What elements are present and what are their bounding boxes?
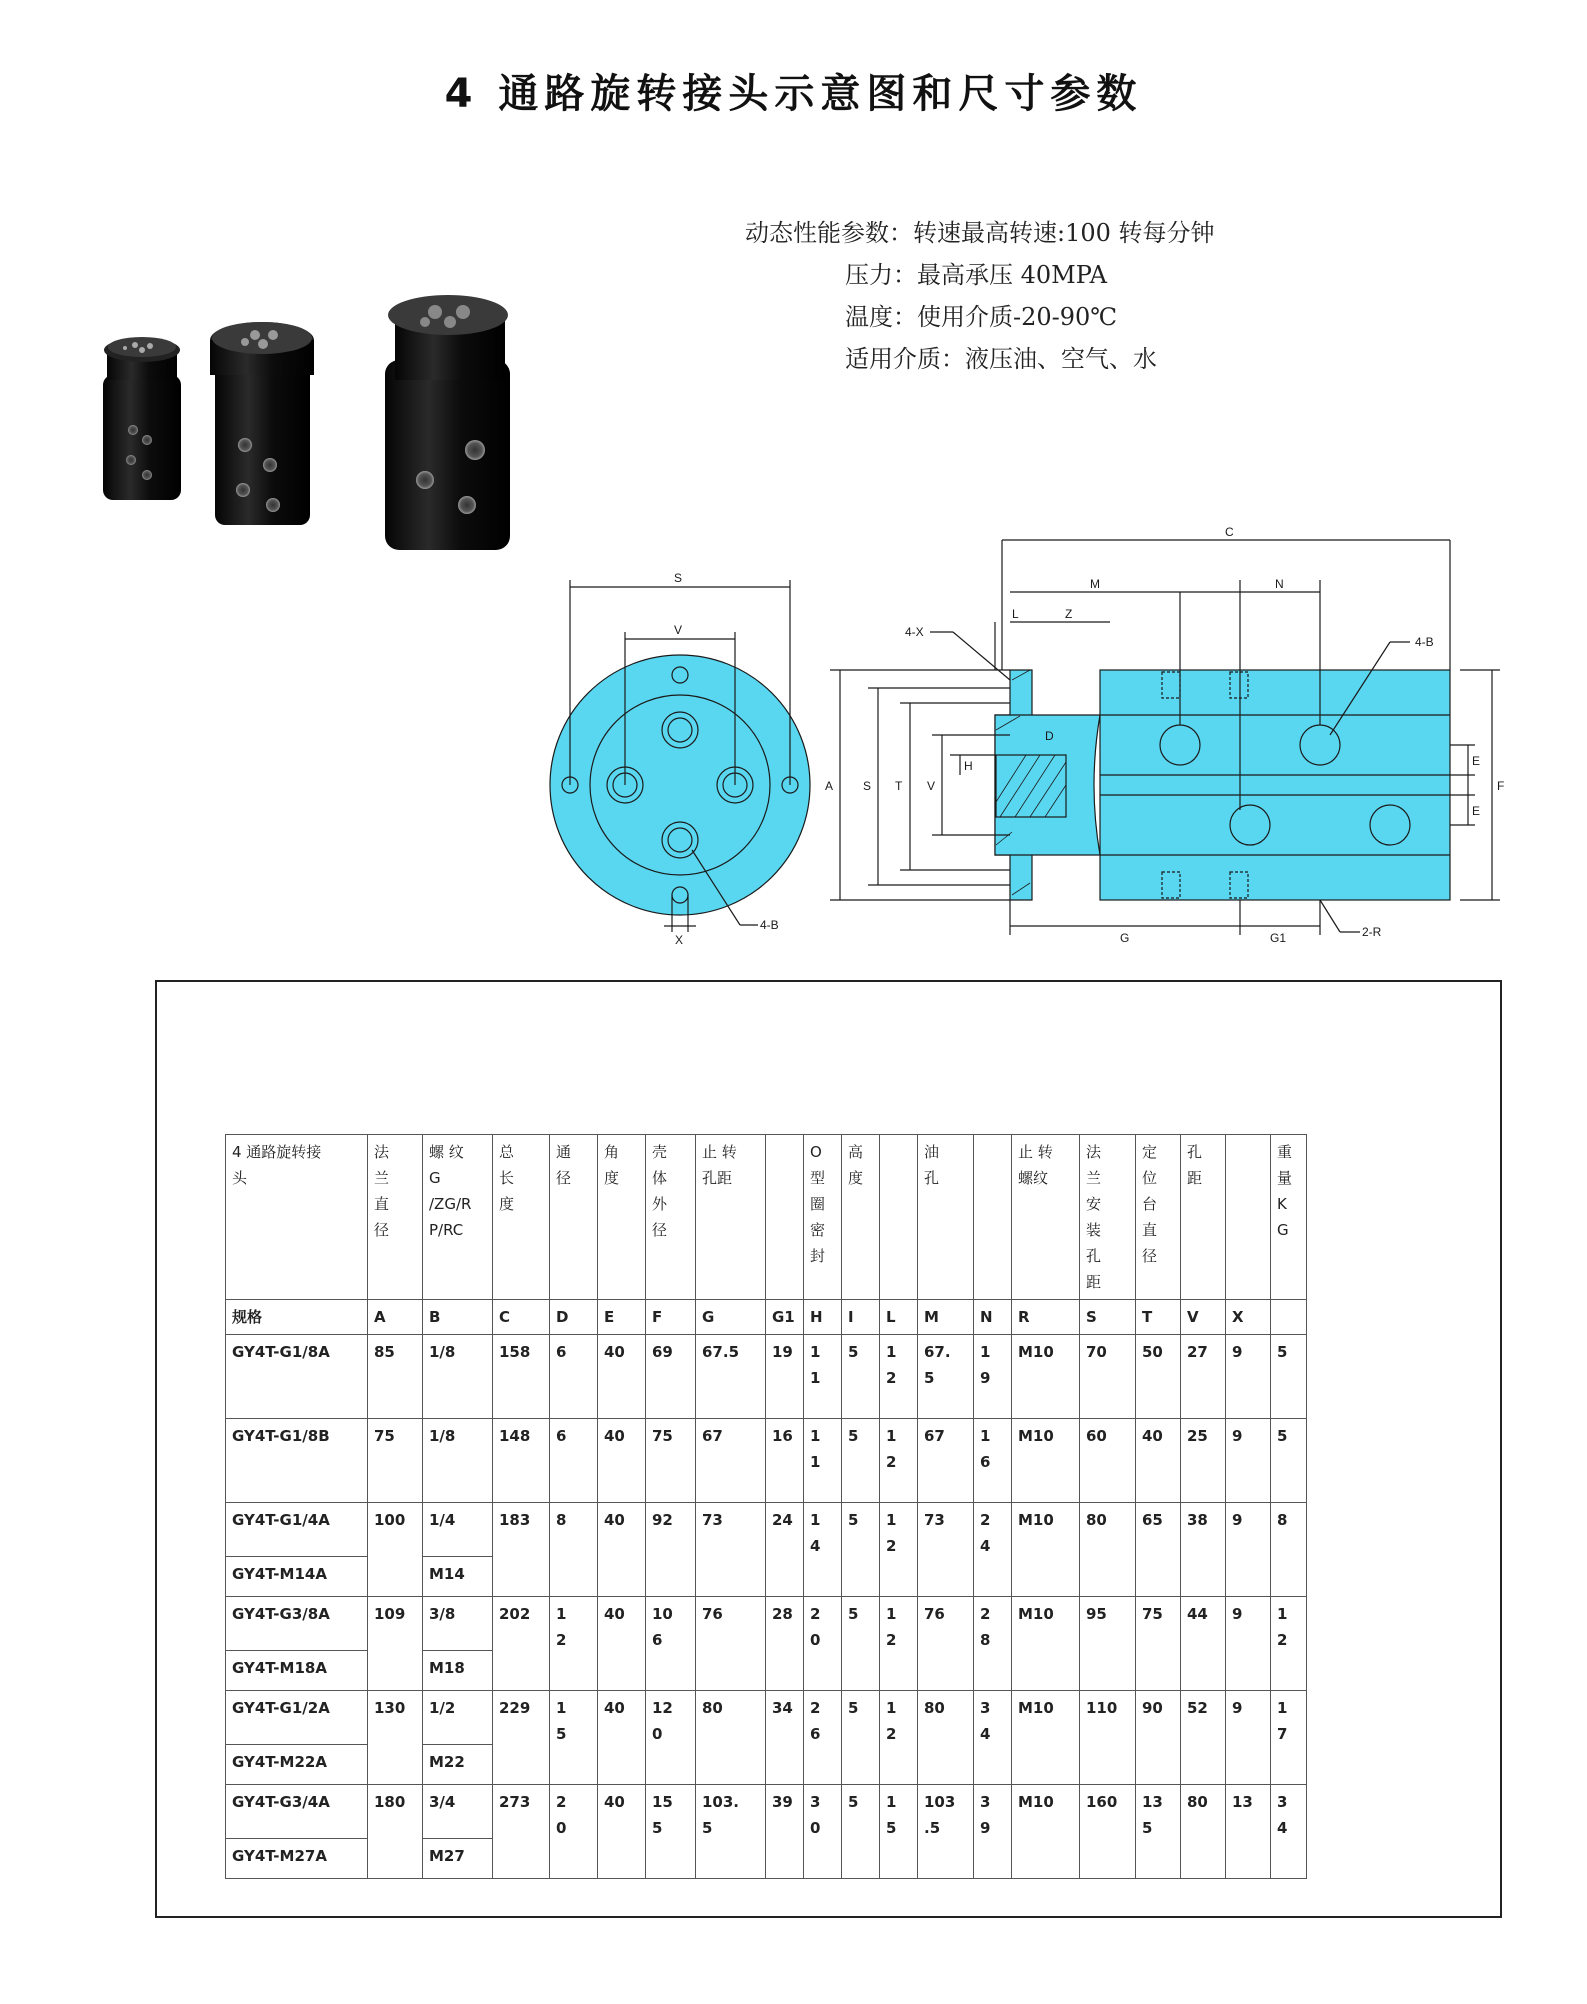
table-cell: 9: [1226, 1419, 1271, 1503]
table-cell: 40: [598, 1335, 646, 1419]
table-cell: 12 0: [646, 1691, 696, 1785]
table-cell: 76: [918, 1597, 974, 1691]
th-desc: 孔 距: [1181, 1135, 1226, 1300]
table-cell: 229: [493, 1691, 550, 1785]
table-cell: 2 6: [804, 1691, 842, 1785]
table-cell: 60: [1080, 1419, 1136, 1503]
spec-line-pressure: 压力：最高承压 40MPA: [845, 261, 1108, 289]
table-cell: 1 2: [880, 1597, 918, 1691]
table-cell: 103 .5: [918, 1785, 974, 1879]
table-cell: 13: [1226, 1785, 1271, 1879]
table-cell: 67.5: [696, 1335, 766, 1419]
table-cell: 69: [646, 1335, 696, 1419]
table-cell: 8: [550, 1503, 598, 1597]
table-cell: 80: [1080, 1503, 1136, 1597]
table-cell: 1 9: [974, 1335, 1012, 1419]
table-cell: GY4T-G1/2A: [226, 1691, 368, 1745]
table-cell: 2 8: [974, 1597, 1012, 1691]
table-cell: 73: [696, 1503, 766, 1597]
large-joint-image: [385, 295, 510, 550]
table-cell: M10: [1012, 1335, 1080, 1419]
label-4x: 4-X: [905, 625, 924, 639]
table-cell: 38: [1181, 1503, 1226, 1597]
th-code: G1: [766, 1300, 804, 1335]
table-cell: 5: [1271, 1419, 1307, 1503]
table-cell: 40: [598, 1597, 646, 1691]
table-cell: 9: [1226, 1335, 1271, 1419]
label-l: L: [1012, 607, 1019, 621]
th-code: T: [1136, 1300, 1181, 1335]
table-cell: GY4T-M27A: [226, 1839, 368, 1879]
table-cell: 52: [1181, 1691, 1226, 1785]
medium-joint-image: [210, 322, 314, 525]
table-cell: 10 6: [646, 1597, 696, 1691]
table-cell: 1 2: [880, 1419, 918, 1503]
table-cell: 40: [598, 1419, 646, 1503]
table-cell: 160: [1080, 1785, 1136, 1879]
table-cell: 65: [1136, 1503, 1181, 1597]
table-cell: 103. 5: [696, 1785, 766, 1879]
th-desc: 油 孔: [918, 1135, 974, 1300]
label-n: N: [1275, 577, 1284, 591]
table-cell: 1 7: [1271, 1691, 1307, 1785]
table-cell: 3 0: [804, 1785, 842, 1879]
table-cell: 1/2: [423, 1691, 493, 1745]
label-g: G: [1120, 931, 1130, 945]
table-cell: 1 5: [550, 1691, 598, 1785]
th-code: S: [1080, 1300, 1136, 1335]
label-v-side: V: [927, 779, 936, 793]
th-code: [1271, 1300, 1307, 1335]
label-e-1: E: [1472, 754, 1481, 768]
th-code: I: [842, 1300, 880, 1335]
table-cell: M10: [1012, 1419, 1080, 1503]
th-code: A: [368, 1300, 423, 1335]
th-desc: 高 度: [842, 1135, 880, 1300]
table-cell: 1 5: [880, 1785, 918, 1879]
spec-table: [225, 1134, 1307, 1879]
th-desc: 止 转 孔距: [696, 1135, 766, 1300]
table-cell: 95: [1080, 1597, 1136, 1691]
th-code: F: [646, 1300, 696, 1335]
spec-line-speed: 动态性能参数：转速最高转速:100 转每分钟: [745, 219, 1215, 247]
th-code: M: [918, 1300, 974, 1335]
table-cell: 39: [766, 1785, 804, 1879]
th-code: N: [974, 1300, 1012, 1335]
table-cell: 9: [1226, 1503, 1271, 1597]
table-cell: 8: [1271, 1503, 1307, 1597]
label-front-s: S: [674, 571, 683, 585]
table-cell: 2 0: [550, 1785, 598, 1879]
table-cell: 1 1: [804, 1419, 842, 1503]
th-desc: [766, 1135, 804, 1300]
label-front-v: V: [674, 623, 683, 637]
table-cell: M10: [1012, 1785, 1080, 1879]
table-cell: 1/8: [423, 1419, 493, 1503]
table-cell: 1 2: [880, 1335, 918, 1419]
table-cell: 1 2: [880, 1503, 918, 1597]
label-2r: 2-R: [1362, 925, 1382, 939]
label-4b-side: 4-B: [1415, 635, 1434, 649]
table-cell: 5: [842, 1785, 880, 1879]
table-cell: 9: [1226, 1691, 1271, 1785]
th-code: V: [1181, 1300, 1226, 1335]
table-cell: 3 4: [1271, 1785, 1307, 1879]
table-cell: 15 5: [646, 1785, 696, 1879]
th-code: B: [423, 1300, 493, 1335]
table-cell: 1 1: [804, 1335, 842, 1419]
table-cell: 5: [842, 1335, 880, 1419]
table-cell: 1 2: [1271, 1597, 1307, 1691]
table-cell: 16: [766, 1419, 804, 1503]
table-cell: 9: [1226, 1597, 1271, 1691]
table-cell: 6: [550, 1419, 598, 1503]
table-cell: GY4T-M18A: [226, 1651, 368, 1691]
th-code: X: [1226, 1300, 1271, 1335]
table-cell: 3 4: [974, 1691, 1012, 1785]
th-desc: 法 兰 安 装 孔 距: [1080, 1135, 1136, 1300]
label-z: Z: [1065, 607, 1073, 621]
label-front-x: X: [675, 933, 684, 947]
table-cell: 27: [1181, 1335, 1226, 1419]
table-cell: 75: [646, 1419, 696, 1503]
table-cell: 1 4: [804, 1503, 842, 1597]
side-view: [830, 540, 1500, 935]
th-desc: 壳 体 外 径: [646, 1135, 696, 1300]
th-code: C: [493, 1300, 550, 1335]
label-d: D: [1045, 729, 1054, 743]
th-code: L: [880, 1300, 918, 1335]
label-a: A: [825, 779, 834, 793]
table-cell: 110: [1080, 1691, 1136, 1785]
table-cell: 34: [766, 1691, 804, 1785]
table-cell: 50: [1136, 1335, 1181, 1419]
table-cell: 148: [493, 1419, 550, 1503]
table-cell: GY4T-G1/4A: [226, 1503, 368, 1557]
table-cell: 5: [1271, 1335, 1307, 1419]
th-desc: 通 径: [550, 1135, 598, 1300]
th-code: E: [598, 1300, 646, 1335]
th-code: 规格: [226, 1300, 368, 1335]
th-desc: 4 通路旋转接 头: [226, 1135, 368, 1300]
table-cell: 75: [1136, 1597, 1181, 1691]
table-cell: 24: [766, 1503, 804, 1597]
table-cell: 1 2: [880, 1691, 918, 1785]
table-row: [226, 1597, 1307, 1651]
table-cell: 2 4: [974, 1503, 1012, 1597]
table-cell: GY4T-G3/8A: [226, 1597, 368, 1651]
table-header-desc: [226, 1135, 1307, 1300]
table-cell: 183: [493, 1503, 550, 1597]
label-front-4b: 4-B: [760, 918, 779, 932]
table-cell: 40: [598, 1785, 646, 1879]
th-desc: O 型 圈 密 封: [804, 1135, 842, 1300]
table-cell: M27: [423, 1839, 493, 1879]
table-cell: M10: [1012, 1691, 1080, 1785]
table-cell: 19: [766, 1335, 804, 1419]
table-row: [226, 1335, 1307, 1419]
table-cell: 5: [842, 1597, 880, 1691]
small-joint-image: [103, 337, 181, 500]
table-cell: 28: [766, 1597, 804, 1691]
th-desc: [880, 1135, 918, 1300]
table-cell: 5: [842, 1691, 880, 1785]
th-desc: 重 量 K G: [1271, 1135, 1307, 1300]
table-cell: GY4T-G1/8A: [226, 1335, 368, 1419]
table-cell: 67: [696, 1419, 766, 1503]
table-cell: 1/8: [423, 1335, 493, 1419]
th-desc: 定 位 台 直 径: [1136, 1135, 1181, 1300]
table-cell: 6: [550, 1335, 598, 1419]
label-c: C: [1225, 525, 1234, 539]
table-cell: 5: [842, 1419, 880, 1503]
th-code: G: [696, 1300, 766, 1335]
table-row: [226, 1691, 1307, 1745]
product-photo: [95, 290, 565, 560]
table-cell: 75: [368, 1419, 423, 1503]
table-cell: 67. 5: [918, 1335, 974, 1419]
th-desc: 法 兰 直 径: [368, 1135, 423, 1300]
table-cell: M14: [423, 1557, 493, 1597]
table-cell: 73: [918, 1503, 974, 1597]
table-cell: 3 9: [974, 1785, 1012, 1879]
table-cell: M18: [423, 1651, 493, 1691]
spec-line-temperature: 温度：使用介质-20-90℃: [845, 303, 1118, 331]
table-header-code: [226, 1300, 1307, 1335]
table-cell: 1 2: [550, 1597, 598, 1691]
technical-drawing: [540, 525, 1540, 950]
table-cell: 90: [1136, 1691, 1181, 1785]
table-cell: GY4T-M14A: [226, 1557, 368, 1597]
table-cell: M10: [1012, 1503, 1080, 1597]
table-cell: 80: [696, 1691, 766, 1785]
table-cell: 92: [646, 1503, 696, 1597]
table-cell: 40: [598, 1691, 646, 1785]
label-h: H: [964, 759, 973, 773]
table-cell: M10: [1012, 1597, 1080, 1691]
table-cell: 180: [368, 1785, 423, 1879]
table-cell: 25: [1181, 1419, 1226, 1503]
th-desc: 总 长 度: [493, 1135, 550, 1300]
label-m: M: [1090, 577, 1100, 591]
table-cell: 40: [598, 1503, 646, 1597]
table-cell: 273: [493, 1785, 550, 1879]
label-s-side: S: [863, 779, 872, 793]
spec-line-medium: 适用介质：液压油、空气、水: [845, 345, 1157, 373]
table-row: [226, 1419, 1307, 1503]
table-cell: 130: [368, 1691, 423, 1785]
table-cell: GY4T-M22A: [226, 1745, 368, 1785]
table-cell: 44: [1181, 1597, 1226, 1691]
th-desc: 螺 纹 G /ZG/R P/RC: [423, 1135, 493, 1300]
table-cell: M22: [423, 1745, 493, 1785]
th-code: R: [1012, 1300, 1080, 1335]
table-cell: 76: [696, 1597, 766, 1691]
table-row: [226, 1785, 1307, 1839]
table-cell: GY4T-G3/4A: [226, 1785, 368, 1839]
table-cell: 67: [918, 1419, 974, 1503]
spec-block: [745, 212, 1215, 380]
table-row: [226, 1503, 1307, 1557]
th-desc: [1226, 1135, 1271, 1300]
table-cell: 40: [1136, 1419, 1181, 1503]
table-cell: 80: [1181, 1785, 1226, 1879]
table-cell: 158: [493, 1335, 550, 1419]
table-cell: GY4T-G1/8B: [226, 1419, 368, 1503]
th-code: D: [550, 1300, 598, 1335]
label-f: F: [1497, 779, 1505, 793]
table-cell: 13 5: [1136, 1785, 1181, 1879]
th-code: H: [804, 1300, 842, 1335]
th-desc: 角 度: [598, 1135, 646, 1300]
table-cell: 3/4: [423, 1785, 493, 1839]
label-t: T: [895, 779, 903, 793]
page-title: 4 通路旋转接头示意图和尺寸参数: [444, 71, 1143, 117]
table-cell: 3/8: [423, 1597, 493, 1651]
th-desc: [974, 1135, 1012, 1300]
table-cell: 202: [493, 1597, 550, 1691]
table-cell: 80: [918, 1691, 974, 1785]
table-cell: 85: [368, 1335, 423, 1419]
label-g1: G1: [1270, 931, 1287, 945]
th-desc: 止 转 螺纹: [1012, 1135, 1080, 1300]
table-cell: 1 6: [974, 1419, 1012, 1503]
table-cell: 2 0: [804, 1597, 842, 1691]
table-cell: 5: [842, 1503, 880, 1597]
table-cell: 109: [368, 1597, 423, 1691]
table-cell: 70: [1080, 1335, 1136, 1419]
table-cell: 100: [368, 1503, 423, 1597]
table-cell: 1/4: [423, 1503, 493, 1557]
label-e-2: E: [1472, 804, 1481, 818]
